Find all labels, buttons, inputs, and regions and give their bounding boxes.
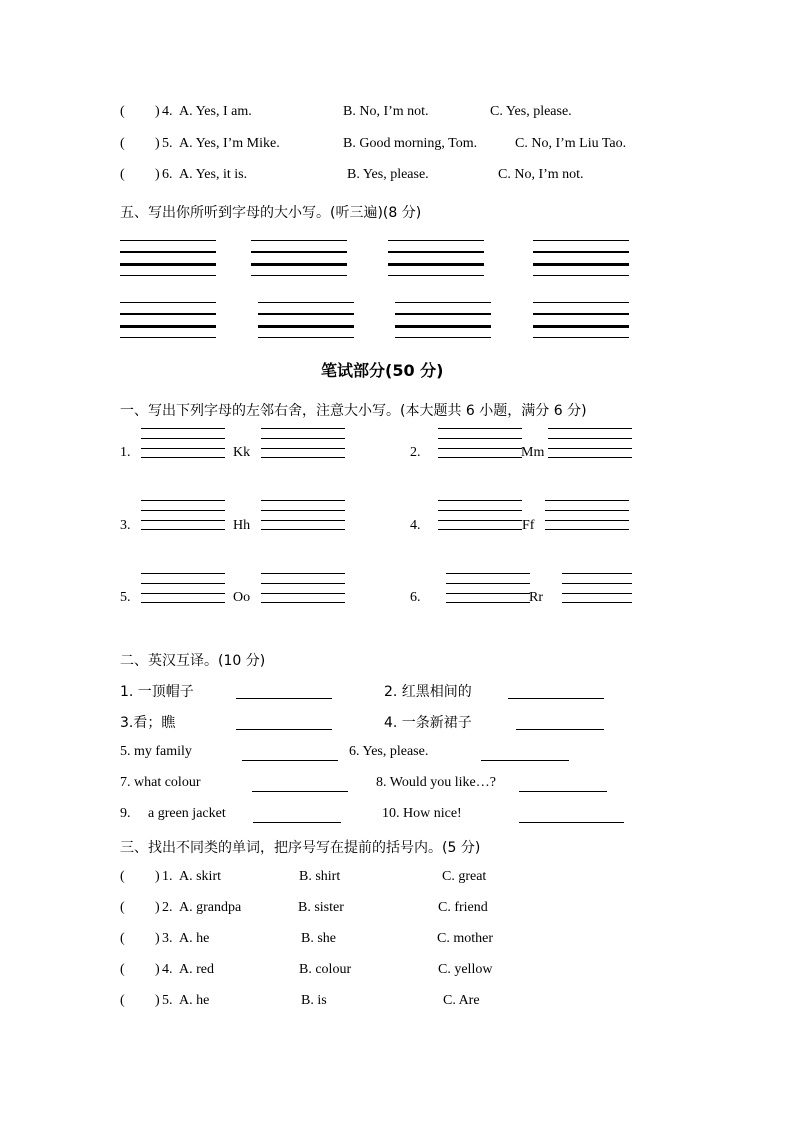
- answer-paren-open[interactable]: (: [120, 993, 125, 1008]
- part3-title: 三、找出不同类的单词，把序号写在提前的括号内。(5 分): [120, 840, 481, 856]
- option-a: A. he: [179, 931, 210, 946]
- option-b: B. shirt: [299, 869, 341, 884]
- right-neighbor-lines[interactable]: [562, 573, 632, 603]
- answer-paren-close: ): [155, 900, 160, 915]
- option-b: B. is: [301, 993, 327, 1008]
- left-neighbor-lines[interactable]: [141, 573, 225, 603]
- translation-item-7: 7. what colour: [120, 775, 201, 790]
- question-number: 1.: [162, 869, 173, 884]
- answer-blank[interactable]: [519, 791, 607, 792]
- answer-blank[interactable]: [236, 698, 332, 699]
- right-neighbor-lines[interactable]: [548, 428, 632, 458]
- answer-blank[interactable]: [236, 729, 332, 730]
- question-number: 5.: [162, 136, 173, 151]
- item-number: 4.: [410, 518, 421, 533]
- answer-paren-open[interactable]: (: [120, 869, 125, 884]
- answer-blank[interactable]: [242, 760, 338, 761]
- answer-paren-open[interactable]: (: [120, 104, 125, 119]
- part1-title: 一、写出下列字母的左邻右舍，注意大小写。(本大题共 6 小题，满分 6 分): [120, 403, 587, 419]
- four-line-writing-box[interactable]: [533, 302, 629, 338]
- translation-item-8: 8. Would you like…?: [376, 775, 496, 790]
- translation-item-10: 10. How nice!: [382, 806, 462, 821]
- given-letters: Ff: [522, 518, 535, 533]
- left-neighbor-lines[interactable]: [438, 428, 522, 458]
- left-neighbor-lines[interactable]: [446, 573, 530, 603]
- question-number: 3.: [162, 931, 173, 946]
- option-a: A. skirt: [179, 869, 221, 884]
- four-line-writing-box[interactable]: [395, 302, 491, 338]
- option-b: B. No, I’m not.: [343, 104, 429, 119]
- part2-title: 二、英汉互译。(10 分): [120, 653, 266, 669]
- question-number: 4.: [162, 104, 173, 119]
- right-neighbor-lines[interactable]: [261, 428, 345, 458]
- option-b: B. colour: [299, 962, 352, 977]
- option-c: C. mother: [437, 931, 493, 946]
- left-neighbor-lines[interactable]: [438, 500, 522, 530]
- four-line-writing-box[interactable]: [120, 240, 216, 276]
- four-line-writing-box[interactable]: [258, 302, 354, 338]
- answer-blank[interactable]: [252, 791, 348, 792]
- answer-paren-close: ): [155, 167, 160, 182]
- option-c: C. yellow: [438, 962, 493, 977]
- option-c: C. No, I’m not.: [498, 167, 584, 182]
- option-b: B. she: [301, 931, 336, 946]
- given-letters: Oo: [233, 590, 251, 605]
- item-number: 6.: [410, 590, 421, 605]
- answer-paren-close: ): [155, 869, 160, 884]
- option-a: A. he: [179, 993, 210, 1008]
- option-a: A. Yes, I am.: [179, 104, 252, 119]
- four-line-writing-box[interactable]: [120, 302, 216, 338]
- translation-item-6: 6. Yes, please.: [349, 744, 429, 759]
- answer-paren-open[interactable]: (: [120, 167, 125, 182]
- item-number: 3.: [120, 518, 131, 533]
- option-c: C. great: [442, 869, 487, 884]
- option-c: C. Yes, please.: [490, 104, 572, 119]
- four-line-writing-box[interactable]: [533, 240, 629, 276]
- option-a: A. Yes, I’m Mike.: [179, 136, 280, 151]
- right-neighbor-lines[interactable]: [545, 500, 629, 530]
- answer-blank[interactable]: [519, 822, 624, 823]
- answer-paren-open[interactable]: (: [120, 962, 125, 977]
- four-line-writing-box[interactable]: [388, 240, 484, 276]
- left-neighbor-lines[interactable]: [141, 500, 225, 530]
- question-number: 5.: [162, 993, 173, 1008]
- written-section-title: 笔试部分(50 分): [321, 361, 444, 380]
- question-number: 2.: [162, 900, 173, 915]
- right-neighbor-lines[interactable]: [261, 500, 345, 530]
- left-neighbor-lines[interactable]: [141, 428, 225, 458]
- option-a: A. red: [179, 962, 214, 977]
- answer-blank[interactable]: [253, 822, 341, 823]
- question-number: 6.: [162, 167, 173, 182]
- option-c: C. friend: [438, 900, 488, 915]
- given-letters: Kk: [233, 445, 251, 460]
- answer-paren-open[interactable]: (: [120, 136, 125, 151]
- answer-paren-close: ): [155, 993, 160, 1008]
- section5-title: 五、写出你所听到字母的大小写。(听三遍)(8 分): [120, 205, 422, 221]
- item-number: 5.: [120, 590, 131, 605]
- answer-blank[interactable]: [508, 698, 604, 699]
- four-line-writing-box[interactable]: [251, 240, 347, 276]
- given-letters: Hh: [233, 518, 251, 533]
- option-a: A. Yes, it is.: [179, 167, 248, 182]
- item-number: 1.: [120, 445, 131, 460]
- item-number: 2.: [410, 445, 421, 460]
- translation-item-5: 5. my family: [120, 744, 192, 759]
- answer-paren-close: ): [155, 931, 160, 946]
- translation-item-9: 9. a green jacket: [120, 806, 226, 821]
- option-c: C. Are: [443, 993, 480, 1008]
- option-b: B. Good morning, Tom.: [343, 136, 478, 151]
- answer-paren-close: ): [155, 104, 160, 119]
- option-a: A. grandpa: [179, 900, 242, 915]
- answer-paren-open[interactable]: (: [120, 931, 125, 946]
- answer-paren-close: ): [155, 136, 160, 151]
- question-number: 4.: [162, 962, 173, 977]
- option-c: C. No, I’m Liu Tao.: [515, 136, 627, 151]
- translation-item-1: 1. 一顶帽子: [120, 684, 194, 700]
- answer-blank[interactable]: [516, 729, 604, 730]
- answer-blank[interactable]: [481, 760, 569, 761]
- given-letters: Mm: [521, 445, 545, 460]
- given-letters: Rr: [529, 590, 543, 605]
- translation-item-4: 4. 一条新裙子: [384, 715, 472, 731]
- option-b: B. sister: [298, 900, 344, 915]
- answer-paren-close: ): [155, 962, 160, 977]
- option-b: B. Yes, please.: [347, 167, 429, 182]
- answer-paren-open[interactable]: (: [120, 900, 125, 915]
- translation-item-2: 2. 红黑相间的: [384, 684, 472, 700]
- translation-item-3: 3.看；瞧: [120, 715, 176, 731]
- right-neighbor-lines[interactable]: [261, 573, 345, 603]
